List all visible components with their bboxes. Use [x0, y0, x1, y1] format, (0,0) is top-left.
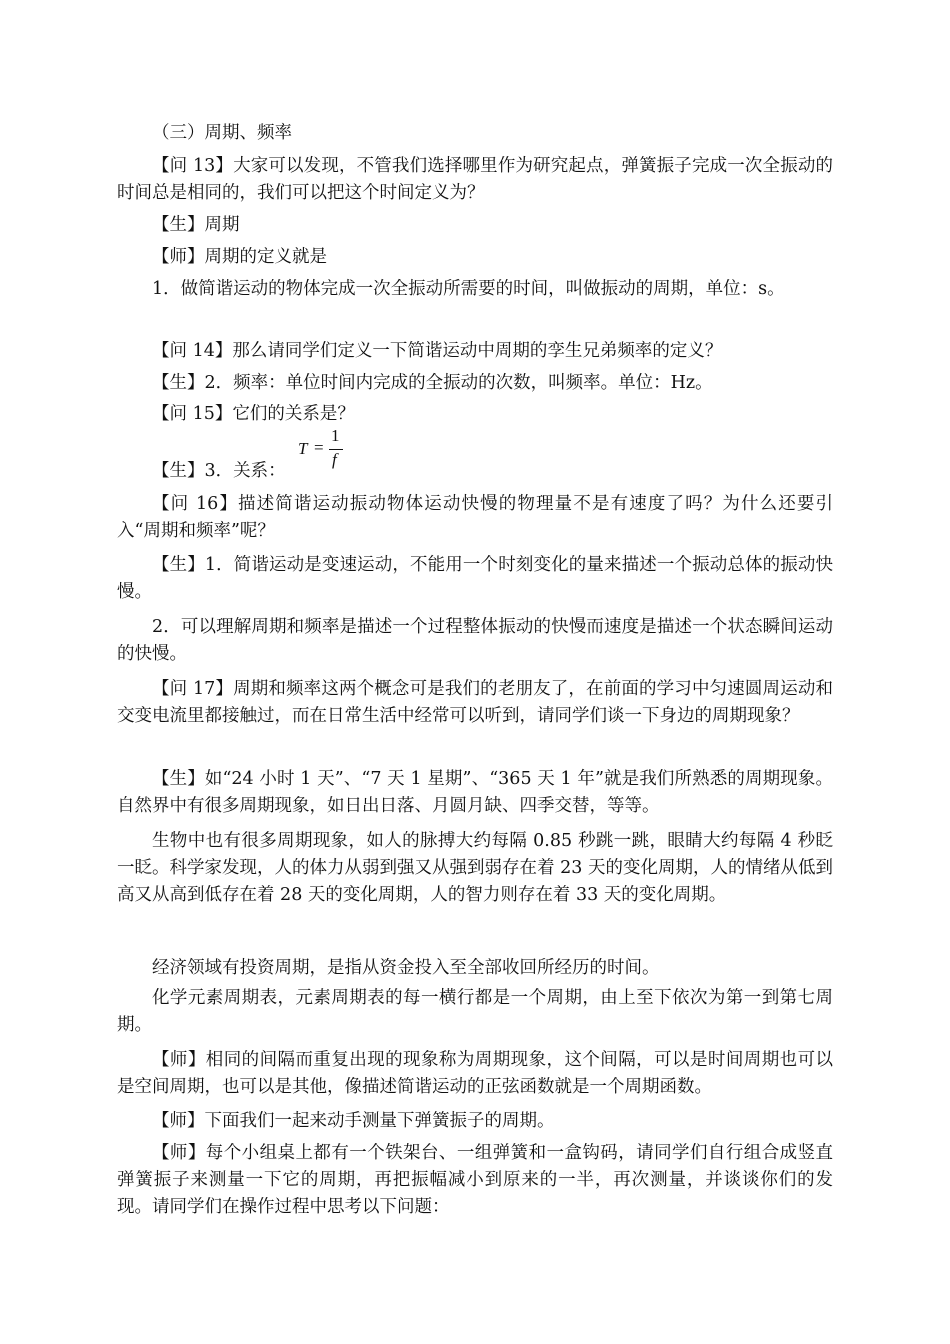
- paragraph-chemistry-periods: 化学元素周期表，元素周期表的每一横行都是一个周期，由上至下依次为第一到第七周期。: [117, 988, 833, 1035]
- paragraph-q17: 【问 17】周期和频率这两个概念可是我们的老朋友了，在前面的学习中匀速圆周运动和交变电流里都接触过，而在日常生活中经常可以听到，请同学们谈一下身边的周期现象？: [117, 679, 833, 726]
- paragraph-answer-period: 【生】周期: [152, 215, 240, 235]
- formula-lhs: T: [298, 439, 308, 458]
- period-frequency-formula: [298, 424, 368, 480]
- paragraph-student-answer-1: 【生】1．简谐运动是变速运动，不能用一个时刻变化的量来描述一个振动总体的振动快慢。: [117, 555, 833, 602]
- paragraph-frequency-definition: 【生】2．频率：单位时间内完成的全振动的次数，叫频率。单位：Hz。: [152, 373, 713, 393]
- formula-numerator: 1: [331, 426, 340, 445]
- paragraph-teacher-measure: 【师】下面我们一起来动手测量下弹簧振子的周期。: [152, 1111, 555, 1131]
- formula-denominator: f: [332, 450, 337, 469]
- paragraph-teacher-summary: 【师】相同的间隔而重复出现的现象称为周期现象，这个间隔，可以是时间周期也可以是空间周期，也可以是其他，像描述简谐运动的正弦函数就是一个周期函数。: [117, 1050, 833, 1097]
- paragraph-teacher-definition: 【师】周期的定义就是: [152, 247, 327, 267]
- formula-equals: =: [314, 438, 324, 457]
- paragraph-daily-periods: 【生】如“24 小时 1 天”、“7 天 1 星期”、“365 天 1 年”就是我们所熟悉的周期现象。自然界中有很多周期现象，如日出日落、月圆月缺、四季交替，等等。: [117, 769, 833, 816]
- paragraph-q14: 【问 14】那么请同学们定义一下简谐运动中周期的孪生兄弟频率的定义？: [152, 341, 723, 361]
- paragraph-economy-periods: 经济领域有投资周期，是指从资金投入至全部收回所经历的时间。: [152, 958, 660, 978]
- paragraph-student-answer-2: 2．可以理解周期和频率是描述一个过程整体振动的快慢而速度是描述一个状态瞬间运动的快慢。: [117, 617, 833, 664]
- section-heading: （三）周期、频率: [152, 123, 292, 143]
- paragraph-q13: 【问 13】大家可以发现，不管我们选择哪里作为研究起点，弹簧振子完成一次全振动的时间总是相同的，我们可以把这个时间定义为？: [117, 156, 833, 203]
- paragraph-q16: 【问 16】描述简谐运动振动物体运动快慢的物理量不是有速度了吗？为什么还要引入“周期和频率”呢？: [117, 494, 833, 541]
- paragraph-q15: 【问 15】它们的关系是？: [152, 404, 355, 424]
- paragraph-biology-periods: 生物中也有很多周期现象，如人的脉搏大约每隔 0.85 秒跳一跳，眼睛大约每隔 4 秒眨一眨。科学家发现，人的体力从弱到强又从强到弱存在着 23 天的变化周期，人的情绪从低到高又从高到低存在着 28 天的变化周期，人的智力则存在着 33 天的变化周期。: [117, 831, 833, 905]
- relation-formula-row: [117, 424, 833, 484]
- paragraph-teacher-activity: 【师】每个小组桌上都有一个铁架台、一组弹簧和一盒钩码，请同学们自行组合成竖直弹簧振子来测量一下它的周期，再把振幅减小到原来的一半，再次测量，并谈谈你们的发现。请同学们在操作过程中思考以下问题：: [117, 1143, 833, 1217]
- paragraph-period-definition: 1．做简谐运动的物体完成一次全振动所需要的时间，叫做振动的周期，单位：s。: [152, 279, 785, 299]
- relation-label: 【生】3．关系：: [152, 461, 286, 481]
